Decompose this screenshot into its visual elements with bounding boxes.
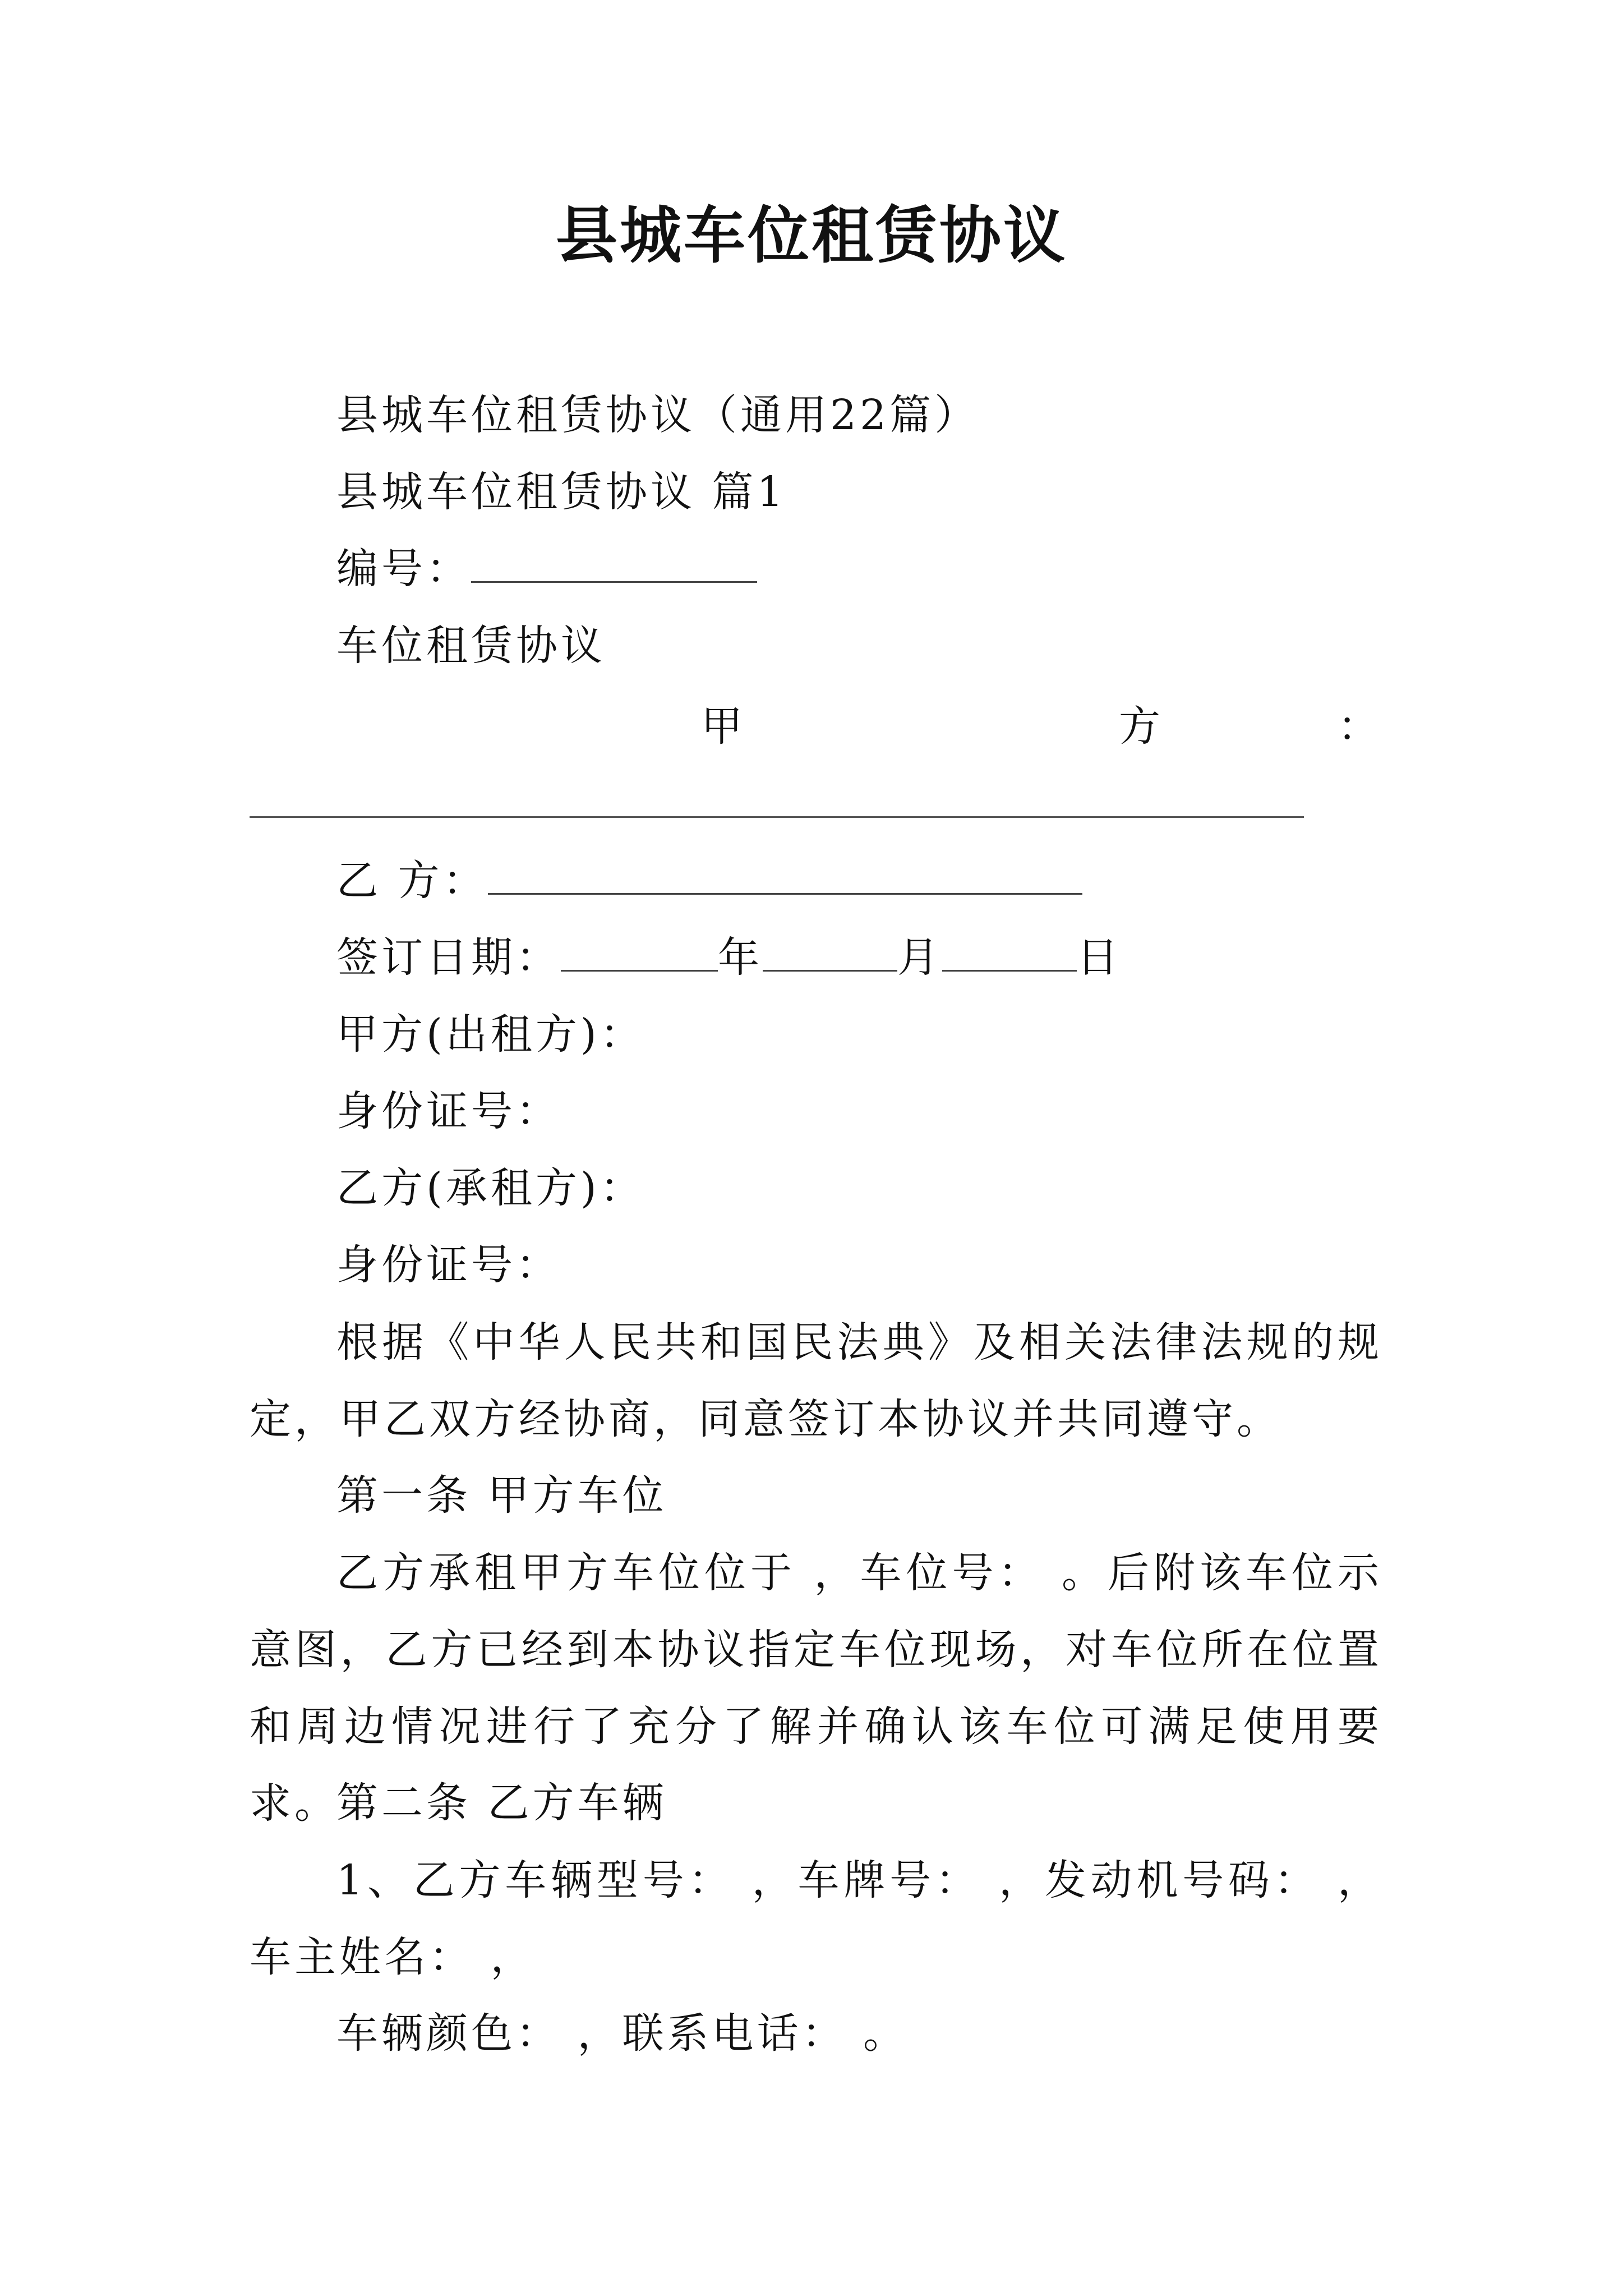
party-a-char-2: 方 (1119, 702, 1160, 751)
collection-heading: 县城车位租赁协议（通用22篇） (336, 391, 980, 439)
article-heading: 县城车位租赁协议 篇1 (336, 468, 787, 516)
year-label: 年 (718, 933, 763, 982)
number-blank (471, 542, 757, 583)
document-title: 县城车位租赁协议 (556, 199, 1067, 272)
vehicle-color-line: 车辆颜色： ，联系电话： 。 (336, 2009, 909, 2058)
lessor-label: 甲方(出租方)： (336, 1010, 645, 1059)
id-number-label-2: 身份证号： (336, 1241, 561, 1289)
year-blank (561, 931, 718, 972)
party-b-blank (488, 854, 1082, 895)
party-b-row (336, 853, 1082, 909)
basis-paragraph: 根据《中华人民共和国民法典》及相关法律法规的规定，甲乙双方经协商，同意签订本协议并共同遵守。 (250, 1318, 1382, 1443)
party-a-colon: ： (1338, 702, 1379, 751)
month-blank (763, 931, 897, 972)
number-row (336, 541, 757, 597)
day-blank (942, 931, 1077, 972)
agreement-name: 车位租赁协议 (336, 622, 606, 670)
lessee-label: 乙方(承租方)： (336, 1164, 645, 1212)
day-label: 日 (1077, 933, 1122, 982)
number-label: 编号： (336, 545, 471, 593)
id-number-label-1: 身份证号： (336, 1087, 561, 1135)
party-b-label: 乙 方： (336, 857, 488, 905)
sign-date-row (336, 930, 1122, 986)
month-label: 月 (897, 933, 942, 982)
article-1-title: 第一条 甲方车位 (336, 1471, 667, 1520)
sign-date-label: 签订日期： (336, 933, 561, 982)
article-2-item-1: 1、乙方车辆型号： ，车牌号： ，发动机号码： ，车主姓名： ， (250, 1856, 1382, 1981)
article-1-body: 乙方承租甲方车位位于 ，车位号： 。后附该车位示意图，乙方已经到本协议指定车位现场，对车位所在位置和周边情况进行了充分了解并确认该车位可满足使用要求。 (250, 1549, 1382, 1828)
party-a-blank (250, 816, 1304, 818)
party-a-char-1: 甲 (701, 702, 743, 751)
article-2-title: 第二条 乙方车辆 (336, 1779, 667, 1827)
